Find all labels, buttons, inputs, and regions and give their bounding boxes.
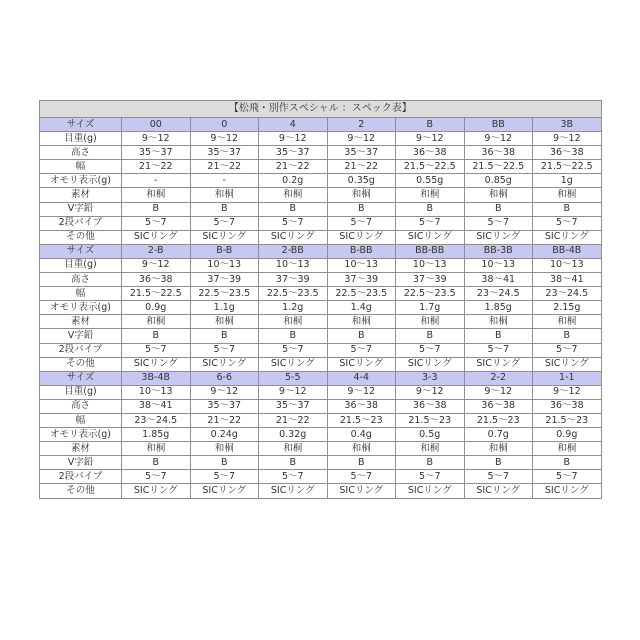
- size-value: BB-BB: [396, 244, 465, 258]
- row-label: オモリ表示(g): [40, 428, 122, 442]
- spec-cell: 5～7: [190, 470, 259, 484]
- spec-row-other: [40, 230, 602, 244]
- spec-cell: B: [122, 202, 191, 216]
- spec-cell: 9～12: [464, 132, 533, 146]
- spec-row-height: [40, 399, 602, 413]
- spec-cell: 10～13: [327, 258, 396, 272]
- title-row: [40, 101, 602, 118]
- size-value: BB-3B: [464, 244, 533, 258]
- spec-row-sinker: [40, 301, 602, 315]
- size-value: B-BB: [327, 244, 396, 258]
- spec-cell: 5～7: [327, 216, 396, 230]
- row-label: V字鉛: [40, 202, 122, 216]
- row-label: 素材: [40, 188, 122, 202]
- spec-cell: SICリング: [122, 230, 191, 244]
- row-label: 目重(g): [40, 132, 122, 146]
- spec-row-other: [40, 484, 602, 498]
- spec-table: [39, 100, 602, 499]
- spec-cell: 38～41: [533, 273, 602, 287]
- spec-cell: 36～38: [464, 399, 533, 413]
- spec-cell: 21.5～22.5: [464, 160, 533, 174]
- spec-cell: 和桐: [327, 188, 396, 202]
- spec-cell: 35～37: [259, 146, 328, 160]
- spec-cell: B: [533, 329, 602, 343]
- spec-row-v-lead: [40, 329, 602, 343]
- spec-cell: 21～22: [190, 413, 259, 427]
- spec-row-width: [40, 413, 602, 427]
- spec-cell: 和桐: [533, 442, 602, 456]
- spec-cell: B: [122, 456, 191, 470]
- spec-cell: 9～12: [533, 385, 602, 399]
- spec-row-material: [40, 442, 602, 456]
- row-label: V字鉛: [40, 456, 122, 470]
- size-value: B: [396, 118, 465, 132]
- spec-cell: 和桐: [190, 315, 259, 329]
- spec-cell: B: [327, 456, 396, 470]
- spec-cell: 10～13: [190, 258, 259, 272]
- spec-cell: 10～13: [259, 258, 328, 272]
- spec-cell: 37～39: [190, 273, 259, 287]
- spec-cell: 和桐: [464, 188, 533, 202]
- spec-row-height: [40, 146, 602, 160]
- spec-cell: B: [190, 456, 259, 470]
- spec-cell: 38～41: [122, 399, 191, 413]
- spec-cell: 9～12: [259, 385, 328, 399]
- spec-row-pipe: [40, 216, 602, 230]
- spec-cell: 21.5～23: [533, 413, 602, 427]
- spec-cell: 0.32g: [259, 428, 328, 442]
- size-value: BB: [464, 118, 533, 132]
- spec-cell: 0.24g: [190, 428, 259, 442]
- row-label: その他: [40, 230, 122, 244]
- spec-cell: 和桐: [396, 188, 465, 202]
- size-label: サイズ: [40, 244, 122, 258]
- spec-cell: B: [259, 202, 328, 216]
- spec-cell: 1.7g: [396, 301, 465, 315]
- size-value: 3-3: [396, 371, 465, 385]
- spec-cell: 9～12: [396, 385, 465, 399]
- size-value: 1-1: [533, 371, 602, 385]
- row-label: 目重(g): [40, 258, 122, 272]
- spec-cell: 5～7: [327, 343, 396, 357]
- spec-cell: 9～12: [533, 132, 602, 146]
- spec-cell: 5～7: [122, 343, 191, 357]
- row-label: オモリ表示(g): [40, 174, 122, 188]
- spec-row-pipe: [40, 343, 602, 357]
- spec-cell: 10～13: [533, 258, 602, 272]
- spec-cell: 21～22: [327, 160, 396, 174]
- size-value: 6-6: [190, 371, 259, 385]
- spec-cell: 36～38: [327, 399, 396, 413]
- spec-cell: 和桐: [327, 442, 396, 456]
- spec-cell: B: [122, 329, 191, 343]
- spec-row-v-lead: [40, 456, 602, 470]
- spec-cell: SICリング: [190, 357, 259, 371]
- spec-cell: 21～22: [259, 160, 328, 174]
- spec-cell: 1g: [533, 174, 602, 188]
- spec-cell: SICリング: [259, 230, 328, 244]
- spec-cell: B: [396, 202, 465, 216]
- size-value: 0: [190, 118, 259, 132]
- spec-cell: 36～38: [396, 146, 465, 160]
- spec-cell: SICリング: [327, 230, 396, 244]
- spec-cell: 9～12: [464, 385, 533, 399]
- spec-cell: SICリング: [396, 484, 465, 498]
- spec-cell: 5～7: [464, 343, 533, 357]
- spec-cell: 0.9g: [122, 301, 191, 315]
- spec-row-width: [40, 160, 602, 174]
- spec-cell: 5～7: [464, 216, 533, 230]
- spec-row-sinker: [40, 174, 602, 188]
- spec-cell: SICリング: [533, 484, 602, 498]
- size-value: 2: [327, 118, 396, 132]
- spec-cell: 2.15g: [533, 301, 602, 315]
- spec-cell: B: [464, 202, 533, 216]
- spec-cell: 和桐: [190, 188, 259, 202]
- spec-row-sinker: [40, 428, 602, 442]
- spec-cell: 36～38: [122, 273, 191, 287]
- size-value: 2-B: [122, 244, 191, 258]
- spec-cell: 21.5～23: [464, 413, 533, 427]
- spec-cell: 9～12: [122, 132, 191, 146]
- spec-cell: 37～39: [396, 273, 465, 287]
- spec-row-weight: [40, 385, 602, 399]
- spec-cell: SICリング: [464, 230, 533, 244]
- table-title: 【松飛・別作スペシャル ：スペック表】: [40, 101, 602, 118]
- spec-cell: 21～22: [190, 160, 259, 174]
- spec-cell: 0.2g: [259, 174, 328, 188]
- spec-cell: 5～7: [122, 216, 191, 230]
- spec-cell: 23～24.5: [464, 287, 533, 301]
- size-label: サイズ: [40, 118, 122, 132]
- spec-cell: 5～7: [396, 343, 465, 357]
- spec-cell: 22.5～23.5: [259, 287, 328, 301]
- spec-cell: B: [259, 456, 328, 470]
- row-label: その他: [40, 484, 122, 498]
- spec-cell: SICリング: [190, 484, 259, 498]
- spec-cell: B: [190, 329, 259, 343]
- spec-cell: 22.5～23.5: [396, 287, 465, 301]
- spec-cell: B: [396, 329, 465, 343]
- spec-cell: 9～12: [396, 132, 465, 146]
- row-label: 2段パイプ: [40, 343, 122, 357]
- spec-cell: 21.5～22.5: [122, 287, 191, 301]
- spec-cell: 和桐: [396, 442, 465, 456]
- size-value: 00: [122, 118, 191, 132]
- spec-cell: 37～39: [327, 273, 396, 287]
- spec-cell: 5～7: [122, 470, 191, 484]
- spec-cell: 和桐: [122, 442, 191, 456]
- spec-cell: 21.5～23: [396, 413, 465, 427]
- row-label: オモリ表示(g): [40, 301, 122, 315]
- spec-cell: 35～37: [190, 399, 259, 413]
- spec-cell: SICリング: [533, 230, 602, 244]
- row-label: 高さ: [40, 399, 122, 413]
- row-label: 目重(g): [40, 385, 122, 399]
- spec-cell: 和桐: [464, 442, 533, 456]
- spec-cell: 和桐: [259, 442, 328, 456]
- spec-cell: 0.5g: [396, 428, 465, 442]
- spec-cell: 35～37: [327, 146, 396, 160]
- spec-cell: 5～7: [259, 470, 328, 484]
- spec-cell: 22.5～23.5: [327, 287, 396, 301]
- spec-cell: B: [533, 456, 602, 470]
- spec-cell: 5～7: [190, 343, 259, 357]
- size-value: 4-4: [327, 371, 396, 385]
- spec-cell: 5～7: [396, 470, 465, 484]
- spec-cell: 5～7: [327, 470, 396, 484]
- spec-cell: 5～7: [464, 470, 533, 484]
- row-label: 2段パイプ: [40, 470, 122, 484]
- size-value: BB-4B: [533, 244, 602, 258]
- spec-cell: SICリング: [259, 357, 328, 371]
- spec-cell: 5～7: [259, 343, 328, 357]
- spec-cell: 9～12: [327, 385, 396, 399]
- spec-cell: 35～37: [190, 146, 259, 160]
- spec-cell: 9～12: [327, 132, 396, 146]
- spec-cell: 和桐: [533, 315, 602, 329]
- row-label: 高さ: [40, 146, 122, 160]
- spec-row-pipe: [40, 470, 602, 484]
- spec-cell: 22.5～23.5: [190, 287, 259, 301]
- row-label: 高さ: [40, 273, 122, 287]
- spec-cell: 21.5～22.5: [396, 160, 465, 174]
- spec-cell: SICリング: [122, 484, 191, 498]
- spec-cell: 23～24.5: [122, 413, 191, 427]
- spec-cell: 35～37: [122, 146, 191, 160]
- spec-cell: 10～13: [464, 258, 533, 272]
- size-header-row: [40, 244, 602, 258]
- spec-cell: B: [396, 456, 465, 470]
- spec-cell: SICリング: [396, 357, 465, 371]
- spec-cell: 10～13: [396, 258, 465, 272]
- spec-cell: SICリング: [327, 357, 396, 371]
- size-value: 3B: [533, 118, 602, 132]
- row-label: 素材: [40, 442, 122, 456]
- spec-cell: 35～37: [259, 399, 328, 413]
- spec-cell: 21.5～23: [327, 413, 396, 427]
- spec-row-other: [40, 357, 602, 371]
- size-header-row: [40, 118, 602, 132]
- spec-cell: 1.85g: [122, 428, 191, 442]
- spec-cell: 和桐: [122, 315, 191, 329]
- spec-cell: SICリング: [396, 230, 465, 244]
- spec-cell: 1.2g: [259, 301, 328, 315]
- spec-cell: B: [533, 202, 602, 216]
- row-label: 幅: [40, 413, 122, 427]
- spec-cell: 和桐: [122, 188, 191, 202]
- size-value: 5-5: [259, 371, 328, 385]
- spec-cell: 和桐: [396, 315, 465, 329]
- row-label: 2段パイプ: [40, 216, 122, 230]
- spec-cell: 和桐: [259, 188, 328, 202]
- spec-cell: 0.35g: [327, 174, 396, 188]
- spec-cell: 10～13: [122, 385, 191, 399]
- spec-cell: 21～22: [122, 160, 191, 174]
- spec-cell: 和桐: [259, 315, 328, 329]
- spec-cell: B: [464, 456, 533, 470]
- spec-cell: B: [259, 329, 328, 343]
- spec-cell: SICリング: [190, 230, 259, 244]
- spec-cell: 0.55g: [396, 174, 465, 188]
- spec-cell: 9～12: [122, 258, 191, 272]
- size-value: 3B-4B: [122, 371, 191, 385]
- spec-cell: SICリング: [327, 484, 396, 498]
- spec-cell: 和桐: [464, 315, 533, 329]
- spec-cell: 36～38: [533, 146, 602, 160]
- spec-cell: 和桐: [533, 188, 602, 202]
- size-value: B-B: [190, 244, 259, 258]
- spec-cell: SICリング: [122, 357, 191, 371]
- spec-row-weight: [40, 258, 602, 272]
- spec-cell: 21～22: [259, 413, 328, 427]
- spec-row-material: [40, 315, 602, 329]
- spec-row-v-lead: [40, 202, 602, 216]
- spec-cell: 1.1g: [190, 301, 259, 315]
- spec-cell: 5～7: [533, 216, 602, 230]
- row-label: 幅: [40, 160, 122, 174]
- spec-cell: SICリング: [464, 357, 533, 371]
- size-value: 2-2: [464, 371, 533, 385]
- spec-cell: 37～39: [259, 273, 328, 287]
- spec-cell: B: [327, 202, 396, 216]
- spec-cell: 5～7: [533, 343, 602, 357]
- size-header-row: [40, 371, 602, 385]
- spec-cell: B: [327, 329, 396, 343]
- spec-cell: 9～12: [190, 132, 259, 146]
- spec-row-width: [40, 287, 602, 301]
- spec-cell: 5～7: [259, 216, 328, 230]
- spec-cell: 0.4g: [327, 428, 396, 442]
- spec-cell: 和桐: [327, 315, 396, 329]
- spec-cell: SICリング: [259, 484, 328, 498]
- spec-row-height: [40, 273, 602, 287]
- spec-row-weight: [40, 132, 602, 146]
- spec-cell: 5～7: [190, 216, 259, 230]
- spec-cell: 5～7: [396, 216, 465, 230]
- spec-cell: 38～41: [464, 273, 533, 287]
- spec-cell: SICリング: [464, 484, 533, 498]
- spec-cell: 36～38: [396, 399, 465, 413]
- row-label: 幅: [40, 287, 122, 301]
- spec-cell: 5～7: [533, 470, 602, 484]
- row-label: その他: [40, 357, 122, 371]
- row-label: 素材: [40, 315, 122, 329]
- spec-cell: 9～12: [259, 132, 328, 146]
- spec-cell: B: [464, 329, 533, 343]
- size-value: 2-BB: [259, 244, 328, 258]
- spec-cell: 和桐: [190, 442, 259, 456]
- size-value: 4: [259, 118, 328, 132]
- spec-cell: 21.5～22.5: [533, 160, 602, 174]
- spec-cell: 0.85g: [464, 174, 533, 188]
- spec-cell: 0.9g: [533, 428, 602, 442]
- spec-cell: 1.4g: [327, 301, 396, 315]
- spec-row-material: [40, 188, 602, 202]
- spec-cell: SICリング: [533, 357, 602, 371]
- spec-cell: 36～38: [464, 146, 533, 160]
- spec-cell: 0.7g: [464, 428, 533, 442]
- size-label: サイズ: [40, 371, 122, 385]
- spec-cell: -: [122, 174, 191, 188]
- spec-cell: 23～24.5: [533, 287, 602, 301]
- spec-cell: 36～38: [533, 399, 602, 413]
- spec-cell: B: [190, 202, 259, 216]
- row-label: V字鉛: [40, 329, 122, 343]
- spec-cell: 1.85g: [464, 301, 533, 315]
- spec-cell: 9～12: [190, 385, 259, 399]
- spec-cell: -: [190, 174, 259, 188]
